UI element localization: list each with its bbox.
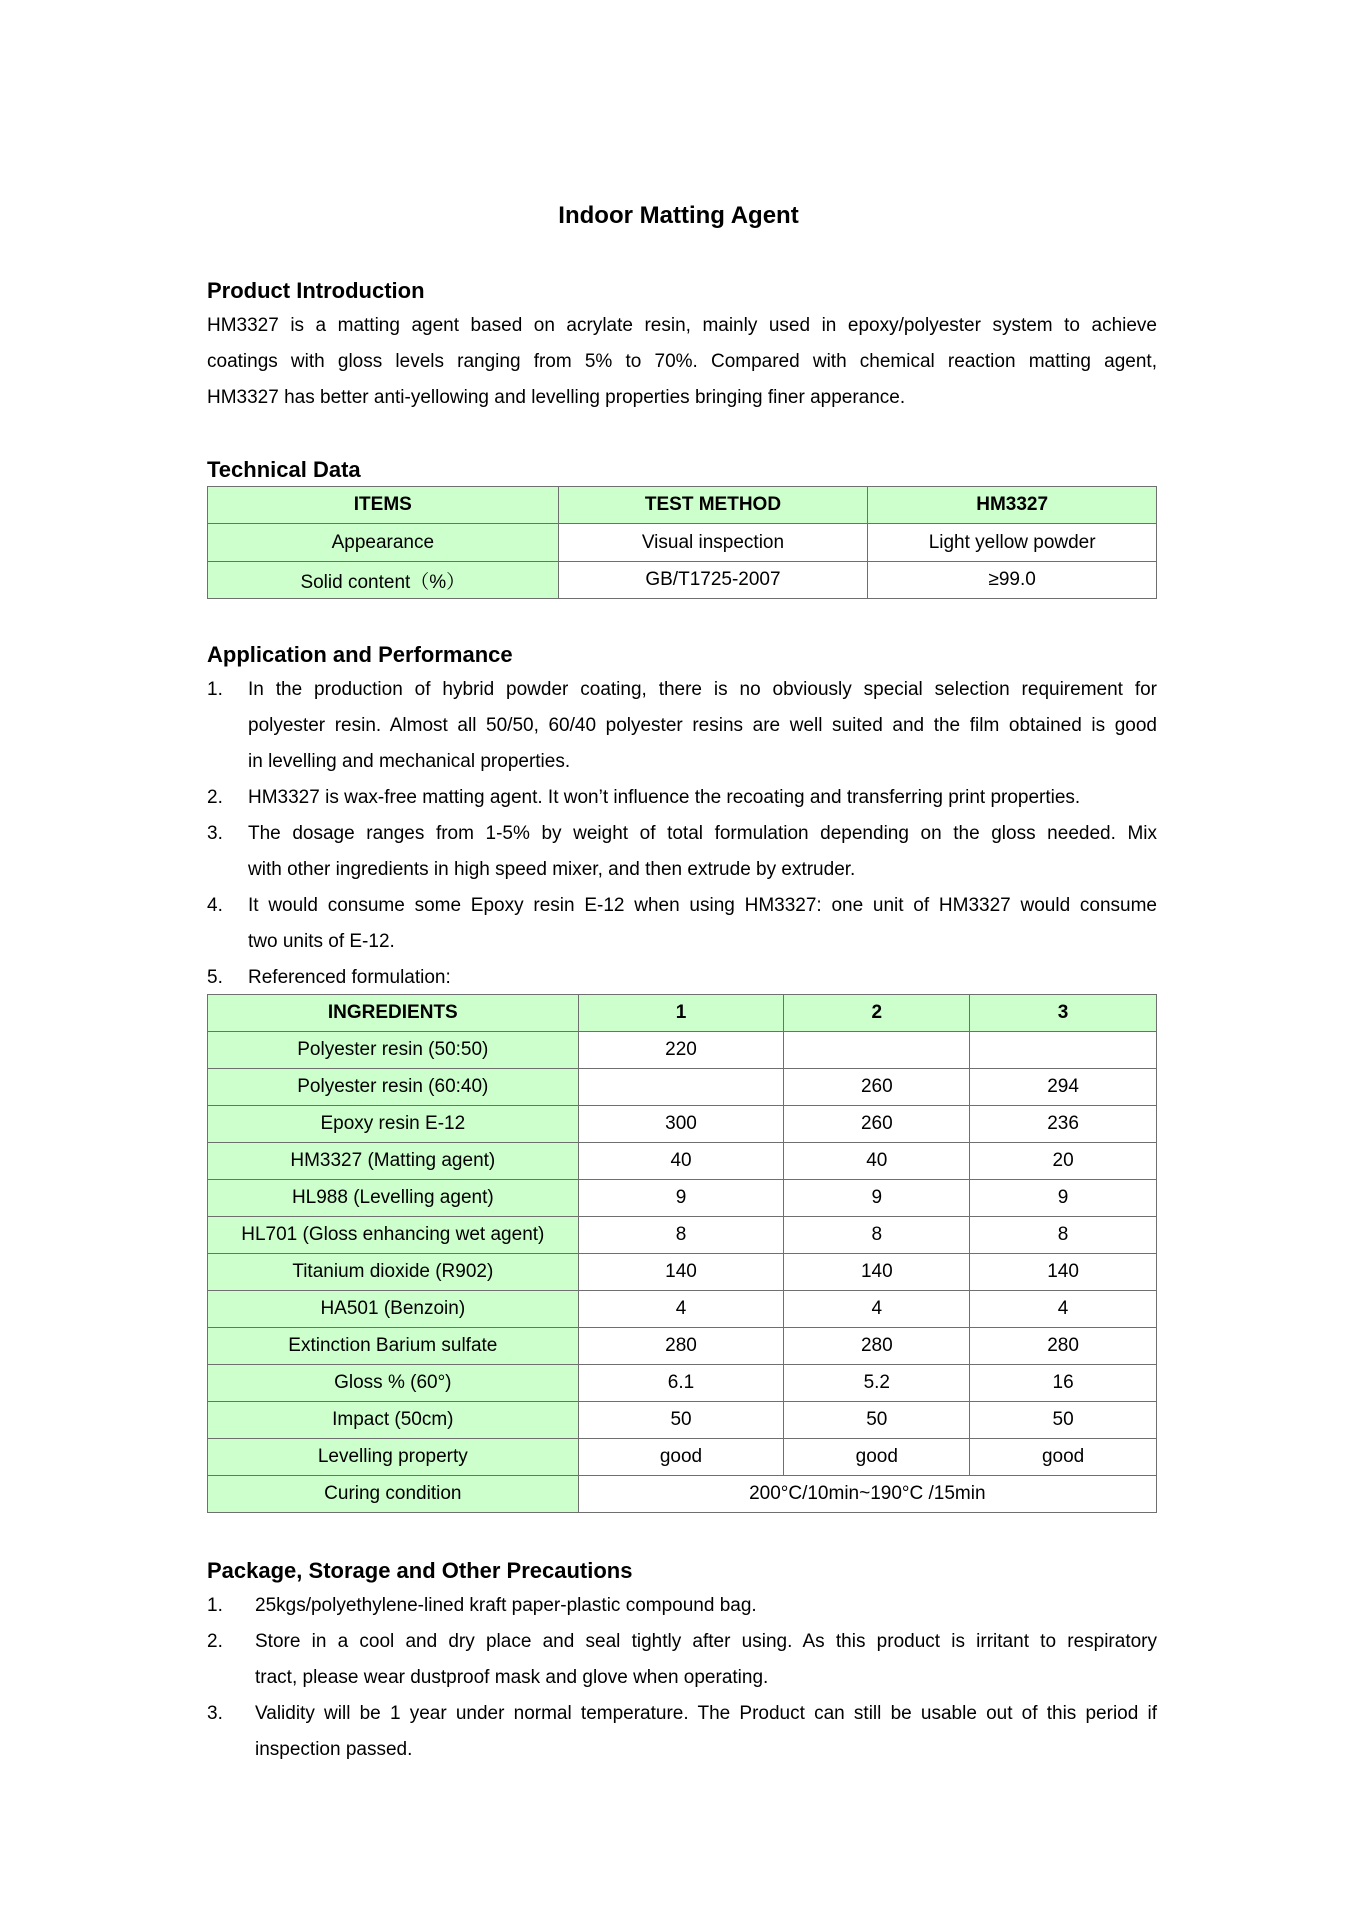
formula-1-cell: 40 (578, 1143, 784, 1180)
table-row (208, 562, 1157, 599)
formulation-table (207, 994, 1157, 1513)
formula-1-cell: 280 (578, 1328, 784, 1365)
formula-1-cell: 9 (578, 1180, 784, 1217)
formula-2-cell: 5.2 (784, 1365, 970, 1402)
formula-1-cell (578, 1069, 784, 1106)
table-row (208, 1217, 1157, 1254)
ingredient-cell: Impact (50cm) (208, 1402, 579, 1439)
formula-2-cell: 260 (784, 1069, 970, 1106)
formula-2-cell: 40 (784, 1143, 970, 1180)
list-item (207, 1588, 1157, 1624)
document-title: Indoor Matting Agent (558, 202, 799, 229)
formula-3-cell: 8 (970, 1217, 1157, 1254)
table-cell: Light yellow powder (868, 524, 1157, 562)
list-number: 2. (207, 1631, 223, 1652)
ingredient-cell: Polyester resin (60:40) (208, 1069, 579, 1106)
formula-2-cell: 140 (784, 1254, 970, 1291)
list-number: 3. (207, 1703, 223, 1724)
list-line: Store in a cool and dry place and seal tightly after using. As this product is irritant to respiratory (255, 1631, 1157, 1652)
list-line: two units of E-12. (248, 931, 395, 952)
application-heading: Application and Performance (207, 642, 513, 667)
formula-3-cell (970, 1032, 1157, 1069)
list-number: 3. (207, 823, 223, 844)
list-line: HM3327 is wax-free matting agent. It won’t influence the recoating and transferring print properties. (248, 787, 1081, 808)
list-number: 1. (207, 1595, 223, 1616)
formula-1-cell: 50 (578, 1402, 784, 1439)
formula-3-cell: 50 (970, 1402, 1157, 1439)
table-row (208, 1069, 1157, 1106)
table-row (208, 1254, 1157, 1291)
ingredient-cell: Epoxy resin E-12 (208, 1106, 579, 1143)
list-item (207, 672, 1157, 780)
application-list (207, 672, 1157, 996)
formula-1-cell: 6.1 (578, 1365, 784, 1402)
row-label-cell: Solid content（%） (208, 562, 559, 599)
table-cell: GB/T1725-2007 (558, 562, 868, 599)
formula-2-cell: 260 (784, 1106, 970, 1143)
list-line: in levelling and mechanical properties. (248, 751, 571, 772)
ingredient-cell: HL988 (Levelling agent) (208, 1180, 579, 1217)
table-row (208, 1032, 1157, 1069)
table-row (208, 1106, 1157, 1143)
list-item (207, 816, 1157, 888)
ingredient-cell: HA501 (Benzoin) (208, 1291, 579, 1328)
formula-3-cell: 280 (970, 1328, 1157, 1365)
list-line: with other ingredients in high speed mixer, and then extrude by extruder. (248, 859, 856, 880)
list-line: Validity will be 1 year under normal temperature. The Product can still be usable out of this period if (255, 1703, 1157, 1724)
formula-3-cell: 294 (970, 1069, 1157, 1106)
formula-2-cell: good (784, 1439, 970, 1476)
intro-line: coatings with gloss levels ranging from 5% to 70%. Compared with chemical reaction matting agent, (207, 351, 1157, 372)
table-row (208, 1328, 1157, 1365)
intro-line: HM3327 has better anti-yellowing and levelling properties bringing finer apperance. (207, 387, 906, 408)
header-cell: 1 (578, 995, 784, 1032)
list-item (207, 1624, 1157, 1696)
formula-2-cell: 280 (784, 1328, 970, 1365)
formula-2-cell: 50 (784, 1402, 970, 1439)
list-line: The dosage ranges from 1-5% by weight of total formulation depending on the gloss needed. Mix (248, 823, 1157, 844)
formula-2-cell: 8 (784, 1217, 970, 1254)
table-row (208, 1402, 1157, 1439)
list-item (207, 960, 1157, 996)
table-row (208, 1291, 1157, 1328)
package-list (207, 1588, 1157, 1768)
row-label-cell: Appearance (208, 524, 559, 562)
formula-3-cell: good (970, 1439, 1157, 1476)
table-cell: Visual inspection (558, 524, 868, 562)
ingredient-cell: HL701 (Gloss enhancing wet agent) (208, 1217, 579, 1254)
formula-3-cell: 16 (970, 1365, 1157, 1402)
list-line: inspection passed. (255, 1739, 413, 1760)
formula-1-cell: good (578, 1439, 784, 1476)
formula-1-cell: 4 (578, 1291, 784, 1328)
formula-3-cell: 20 (970, 1143, 1157, 1180)
technical-data-table (207, 486, 1157, 599)
ingredient-cell: Levelling property (208, 1439, 579, 1476)
header-cell: HM3327 (868, 487, 1157, 524)
ingredient-cell: Gloss % (60°) (208, 1365, 579, 1402)
intro-paragraph (207, 308, 1157, 416)
header-cell: 2 (784, 995, 970, 1032)
ingredient-cell: Extinction Barium sulfate (208, 1328, 579, 1365)
formula-2-cell (784, 1032, 970, 1069)
header-cell: INGREDIENTS (208, 995, 579, 1032)
header-cell: TEST METHOD (558, 487, 868, 524)
formula-2-cell: 4 (784, 1291, 970, 1328)
intro-heading: Product Introduction (207, 278, 425, 303)
formula-3-cell: 140 (970, 1254, 1157, 1291)
curing-value-cell: 200°C/10min~190°C /15min (578, 1476, 1156, 1513)
table-cell: ≥99.0 (868, 562, 1157, 599)
list-number: 5. (207, 967, 223, 988)
list-number: 4. (207, 895, 223, 916)
formula-3-cell: 4 (970, 1291, 1157, 1328)
list-number: 2. (207, 787, 223, 808)
formula-1-cell: 300 (578, 1106, 784, 1143)
table-header-row (208, 487, 1157, 524)
package-heading: Package, Storage and Other Precautions (207, 1558, 633, 1583)
table-row (208, 1439, 1157, 1476)
formula-3-cell: 236 (970, 1106, 1157, 1143)
ingredient-cell: HM3327 (Matting agent) (208, 1143, 579, 1180)
list-item (207, 1696, 1157, 1768)
list-item (207, 888, 1157, 960)
header-cell: ITEMS (208, 487, 559, 524)
table-row (208, 524, 1157, 562)
formula-1-cell: 220 (578, 1032, 784, 1069)
table-row (208, 1365, 1157, 1402)
ingredient-cell: Titanium dioxide (R902) (208, 1254, 579, 1291)
intro-line: HM3327 is a matting agent based on acrylate resin, mainly used in epoxy/polyester system to achieve (207, 315, 1157, 336)
list-line: It would consume some Epoxy resin E-12 when using HM3327: one unit of HM3327 would consume (248, 895, 1157, 916)
table-row (208, 1180, 1157, 1217)
list-number: 1. (207, 679, 223, 700)
formula-2-cell: 9 (784, 1180, 970, 1217)
technical-heading: Technical Data (207, 457, 361, 482)
header-cell: 3 (970, 995, 1157, 1032)
formula-3-cell: 9 (970, 1180, 1157, 1217)
curing-label-cell: Curing condition (208, 1476, 579, 1513)
list-line: 25kgs/polyethylene-lined kraft paper-plastic compound bag. (255, 1595, 757, 1616)
table-row (208, 1143, 1157, 1180)
list-line: polyester resin. Almost all 50/50, 60/40 polyester resins are well suited and the film obtained is good (248, 715, 1157, 736)
list-line: In the production of hybrid powder coating, there is no obviously special selection requirement for (248, 679, 1157, 700)
curing-row (208, 1476, 1157, 1513)
formula-1-cell: 140 (578, 1254, 784, 1291)
list-line: Referenced formulation: (248, 967, 451, 988)
table-header-row (208, 995, 1157, 1032)
ingredient-cell: Polyester resin (50:50) (208, 1032, 579, 1069)
list-item (207, 780, 1157, 816)
list-line: tract, please wear dustproof mask and glove when operating. (255, 1667, 769, 1688)
formula-1-cell: 8 (578, 1217, 784, 1254)
